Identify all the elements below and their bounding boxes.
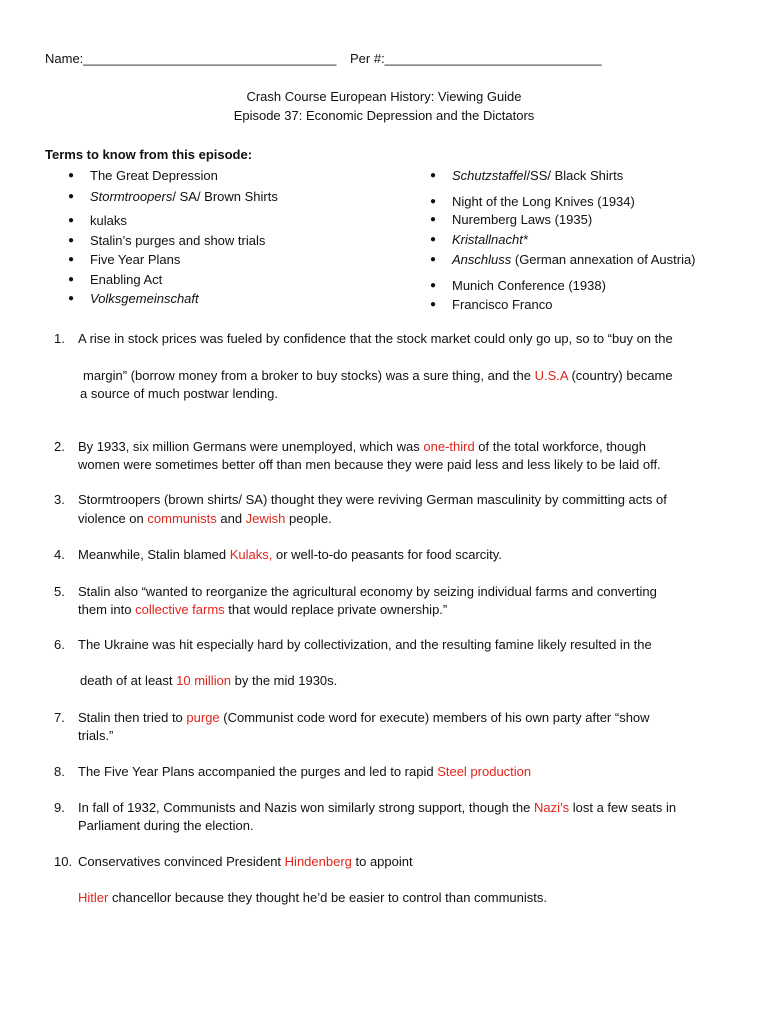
answer: Hindenberg <box>284 854 352 869</box>
bullet-icon: ● <box>430 196 437 207</box>
question-number: 2. <box>54 439 65 454</box>
question-text: women were sometimes better off than men because they were paid less and less likely to be laid off. <box>78 457 661 472</box>
term-label: Night of the Long Knives (1934) <box>452 194 635 209</box>
question-text: Conservatives convinced President Hindenberg to appoint <box>78 854 413 869</box>
question-text: them into collective farms that would replace private ownership.” <box>78 602 448 617</box>
question-text: Stalin also “wanted to reorganize the agricultural economy by seizing individual farms and converting <box>78 584 657 599</box>
bullet-icon: ● <box>430 254 437 265</box>
question-number: 8. <box>54 764 65 779</box>
answer: Jewish <box>245 511 286 526</box>
name-field[interactable]: Name:___________________________________ <box>45 51 337 66</box>
episode-title: Episode 37: Economic Depression and the Dictators <box>233 108 535 123</box>
question-number: 10. <box>54 854 73 869</box>
bullet-icon: ● <box>430 280 437 291</box>
terms-heading: Terms to know from this episode: <box>45 147 253 162</box>
question-text: margin” (borrow money from a broker to buy stocks) was a sure thing, and the U.S.A (country) became <box>83 368 673 383</box>
question-number: 3. <box>54 492 65 507</box>
question-text: violence on communists and Jewish people. <box>78 511 332 526</box>
answer: communists <box>147 511 217 526</box>
question-text: Hitler chancellor because they thought he’d be easier to control than communists. <box>78 890 547 905</box>
bullet-icon: ● <box>68 215 75 226</box>
question-number: 5. <box>54 584 65 599</box>
question-number: 1. <box>54 331 65 346</box>
bullet-icon: ● <box>430 170 437 181</box>
term-label: Schutzstaffel/SS/ Black Shirts <box>452 168 624 183</box>
bullet-icon: ● <box>68 170 75 181</box>
term-label: kulaks <box>90 213 127 228</box>
answer: one-third <box>423 439 475 454</box>
answer: collective farms <box>135 602 225 617</box>
term-label: The Great Depression <box>90 168 218 183</box>
bullet-icon: ● <box>68 293 75 304</box>
answer: Nazi’s <box>533 800 570 815</box>
question-text: Stalin then tried to purge (Communist code word for execute) members of his own party after “show <box>78 710 650 725</box>
bullet-icon: ● <box>430 234 437 245</box>
bullet-icon: ● <box>68 254 75 265</box>
question-text: In fall of 1932, Communists and Nazis won similarly strong support, though the Nazi’s lost a few seats in <box>78 800 677 815</box>
answer: Hitler <box>78 890 109 905</box>
question-text: Meanwhile, Stalin blamed Kulaks, or well-to-do peasants for food scarcity. <box>78 547 502 562</box>
term-label: Volksgemeinschaft <box>90 291 199 306</box>
period-field[interactable]: Per #:______________________________ <box>350 51 602 66</box>
term-label: Stalin’s purges and show trials <box>90 233 266 248</box>
question-text: Stormtroopers (brown shirts/ SA) thought they were reviving German masculinity by committing acts of <box>78 492 667 507</box>
term-label: Francisco Franco <box>452 297 553 312</box>
question-number: 4. <box>54 547 65 562</box>
answer: Steel production <box>437 764 532 779</box>
question-text: a source of much postwar lending. <box>80 386 278 401</box>
term-label: Enabling Act <box>90 272 163 287</box>
term-label: Munich Conference (1938) <box>452 278 606 293</box>
question-number: 9. <box>54 800 65 815</box>
term-label: Anschluss (German annexation of Austria) <box>452 252 696 267</box>
term-label: Nuremberg Laws (1935) <box>452 212 593 227</box>
bullet-icon: ● <box>430 299 437 310</box>
term-label: Five Year Plans <box>90 252 181 267</box>
worksheet-title: Crash Course European History: Viewing Guide <box>246 89 522 104</box>
answer: Kulaks, <box>229 547 273 562</box>
question-text: The Five Year Plans accompanied the purges and led to rapid Steel production <box>78 764 532 779</box>
question-text: death of at least 10 million by the mid 1930s. <box>80 673 338 688</box>
term-label: Stormtroopers/ SA/ Brown Shirts <box>90 189 278 204</box>
bullet-icon: ● <box>68 235 75 246</box>
bullet-icon: ● <box>430 214 437 225</box>
question-number: 6. <box>54 637 65 652</box>
bullet-icon: ● <box>68 191 75 202</box>
question-text: The Ukraine was hit especially hard by collectivization, and the resulting famine likely resulted in the <box>78 637 652 652</box>
answer: 10 million <box>176 673 232 688</box>
answer: U.S.A <box>534 368 568 383</box>
answer: purge <box>186 710 220 725</box>
question-text: By 1933, six million Germans were unemployed, which was one-third of the total workforce, though <box>78 439 646 454</box>
question-number: 7. <box>54 710 65 725</box>
term-label: Kristallnacht* <box>452 232 528 247</box>
bullet-icon: ● <box>68 274 75 285</box>
question-text: trials.” <box>78 728 114 743</box>
question-text: Parliament during the election. <box>78 818 254 833</box>
question-text: A rise in stock prices was fueled by confidence that the stock market could only go up, so to “buy on the <box>78 331 673 346</box>
